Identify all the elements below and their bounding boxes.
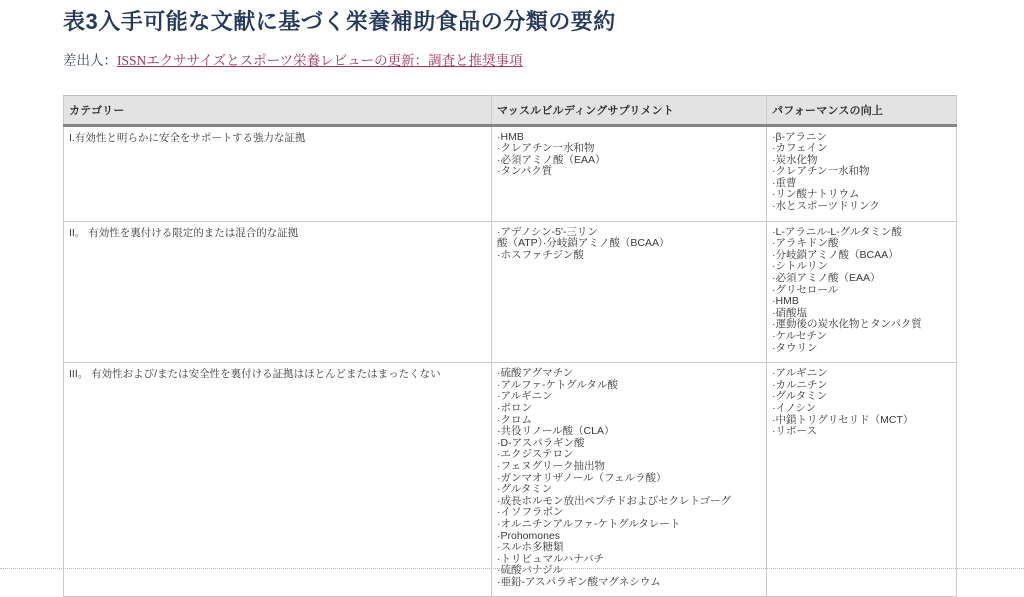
supplement-item: ·亜鉛-アスパラギン酸マグネシウム [497, 577, 761, 589]
supplement-item: ·リン酸ナトリウム [772, 189, 951, 201]
supplement-item: ·ホスファチジン酸 [497, 250, 761, 262]
supplement-item: ·イノシン [772, 403, 951, 415]
table-row [64, 125, 957, 221]
header-category: カテゴリー [64, 95, 492, 125]
source-label: 差出人： [63, 53, 117, 68]
supplement-item: ·クレアチン一水和物 [497, 143, 761, 155]
supplement-item: ·必須アミノ酸（EAA） [772, 273, 951, 285]
category-label: III。 有効性および/または安全性を裏付ける証拠はほとんどまたはまったくない [69, 368, 486, 381]
supplement-item: ·成長ホルモン放出ペプチドおよびセクレトゴーグ [497, 496, 761, 508]
muscle-building-cell [492, 221, 767, 363]
supplement-item: ·グルタミン [497, 484, 761, 496]
supplement-item: ·アデノシン-5'-三リン [497, 227, 761, 239]
performance-cell [767, 363, 957, 597]
supplement-item: ·HMB [497, 132, 761, 144]
source-link[interactable]: ISSNエクササイズとスポーツ栄養レビューの更新：調査と推奨事項 [117, 53, 523, 68]
supplement-item: ·アラキドン酸 [772, 238, 951, 250]
supplement-item: ·クロム [497, 415, 761, 427]
supplement-item: ·運動後の炭水化物とタンパク質 [772, 319, 951, 331]
supplement-item: ·タウリン [772, 343, 951, 355]
supplement-item: ·タンパク質 [497, 166, 761, 178]
supplement-item: ·トリビュマルハナバチ [497, 554, 761, 566]
supplement-item: ·カフェイン [772, 143, 951, 155]
supplement-item: ·アルギニン [497, 391, 761, 403]
supplement-item: ·シトルリン [772, 261, 951, 273]
category-cell [64, 363, 492, 597]
supplement-item: ·アルファ-ケトグルタル酸 [497, 380, 761, 392]
supplement-item: ·共役リノール酸（CLA） [497, 426, 761, 438]
supplement-item: ·オルニチンアルファ-ケトグルタレート [497, 519, 761, 531]
page-title: 表3入手可能な文献に基づく栄養補助食品の分類の要約 [63, 8, 1024, 36]
supplement-item: ·炭水化物 [772, 155, 951, 167]
supplement-item: ·カルニチン [772, 380, 951, 392]
category-cell [64, 221, 492, 363]
category-label: II。 有効性を裏付ける限定的または混合的な証拠 [69, 227, 486, 240]
supplement-item: ·グルタミン [772, 391, 951, 403]
table-header-row [64, 95, 957, 125]
performance-cell [767, 221, 957, 363]
supplement-item: ·水とスポーツドリンク [772, 201, 951, 213]
supplement-item: ·HMB [772, 296, 951, 308]
supplement-item: ·硫酸アグマチン [497, 368, 761, 380]
supplement-item: ·硫酸バナジル [497, 565, 761, 577]
supplement-item: 酸（ATP）·分岐鎖アミノ酸（BCAA） [497, 238, 761, 250]
supplement-item: ·硝酸塩 [772, 308, 951, 320]
supplement-item: ·フェヌグリーク抽出物 [497, 461, 761, 473]
header-performance: パフォーマンスの向上 [767, 95, 957, 125]
supplement-item: ·D-アスパラギン酸 [497, 438, 761, 450]
category-cell [64, 125, 492, 221]
supplement-item: ·Prohomones [497, 531, 761, 543]
supplement-item: ·クレアチン一水和物 [772, 166, 951, 178]
muscle-building-cell [492, 363, 767, 597]
supplement-item: ·必須アミノ酸（EAA） [497, 155, 761, 167]
supplement-item: ·アルギニン [772, 368, 951, 380]
supplement-item: ·イソフラボン [497, 507, 761, 519]
supplement-item: ·中鎖トリグリセリド（MCT） [772, 415, 951, 427]
source-line [63, 49, 1024, 69]
supplement-item: ·L-アラニル-L-グルタミン酸 [772, 227, 951, 239]
supplement-item: ·ガンマオリザノール（フェルラ酸） [497, 473, 761, 485]
table-row [64, 221, 957, 363]
table-row [64, 363, 957, 597]
supplement-item: ·ボロン [497, 403, 761, 415]
page-bottom-divider [0, 568, 1024, 569]
supplement-item: ·ケルセチン [772, 331, 951, 343]
supplement-item: ·リボース [772, 426, 951, 438]
supplement-item: ·グリセロール [772, 285, 951, 297]
category-label: I.有効性と明らかに安全をサポートする強力な証拠 [69, 132, 486, 145]
supplement-classification-table [63, 95, 957, 597]
supplement-item: ·スルホ多糖類 [497, 542, 761, 554]
supplement-item: ·エクジステロン [497, 449, 761, 461]
performance-cell [767, 125, 957, 221]
supplement-item: ·β-アラニン [772, 132, 951, 144]
muscle-building-cell [492, 125, 767, 221]
header-muscle-building: マッスルビルディングサプリメント [492, 95, 767, 125]
supplement-item: ·重曹 [772, 178, 951, 190]
supplement-item: ·分岐鎖アミノ酸（BCAA） [772, 250, 951, 262]
